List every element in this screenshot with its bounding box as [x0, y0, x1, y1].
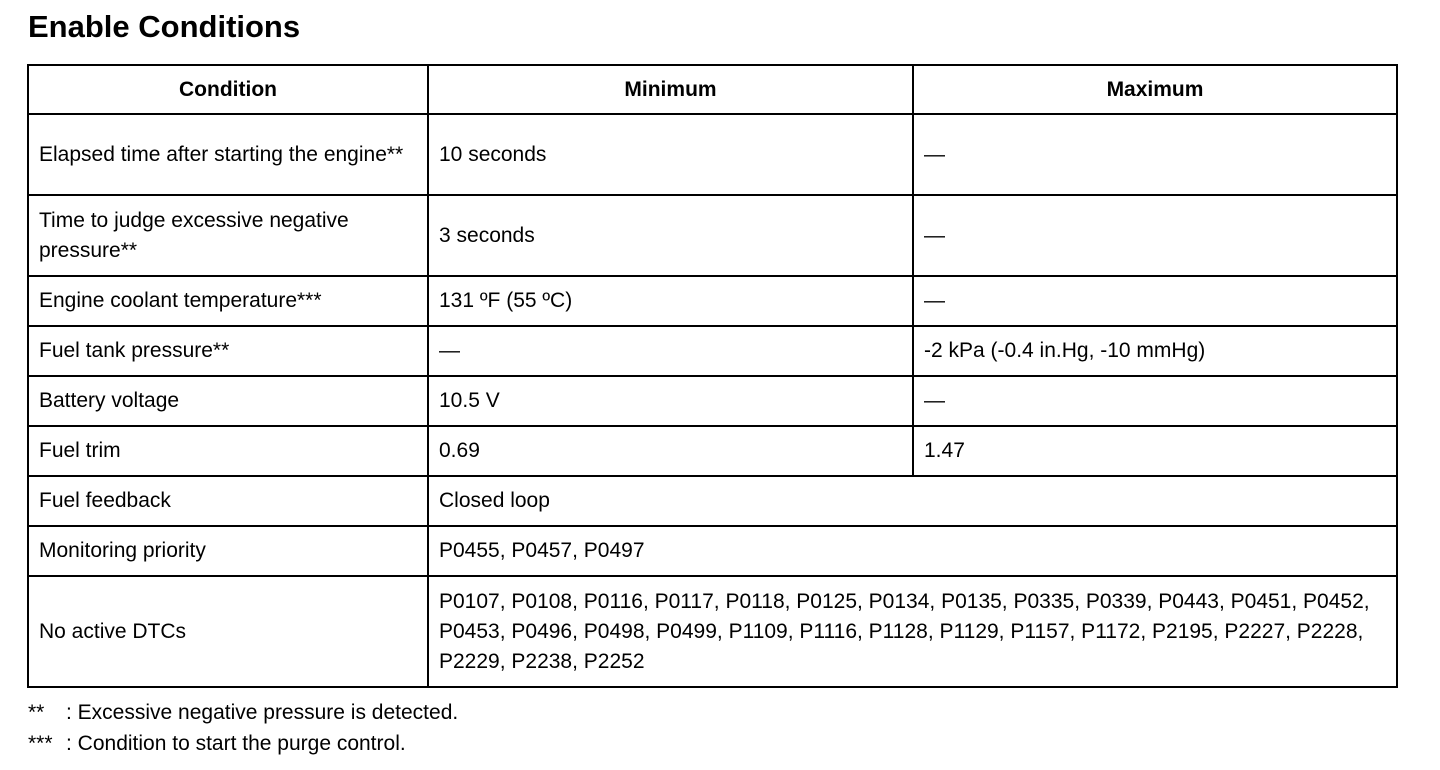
footnote-text: : Condition to start the purge control.	[66, 732, 406, 755]
page-title: Enable Conditions	[28, 9, 301, 44]
column-header-minimum: Minimum	[428, 65, 913, 114]
minimum-cell: 131 ºF (55 ºC)	[428, 276, 913, 326]
condition-cell: Fuel feedback	[28, 476, 428, 526]
condition-cell: Elapsed time after starting the engine**	[28, 114, 428, 195]
table-row	[28, 426, 1397, 476]
footnote-mark: **	[28, 701, 45, 724]
condition-cell: Fuel trim	[28, 426, 428, 476]
footnote	[28, 697, 458, 728]
table-row	[28, 376, 1397, 426]
maximum-cell: —	[913, 276, 1397, 326]
table-row	[28, 526, 1397, 576]
value-cell: P0107, P0108, P0116, P0117, P0118, P0125, P0134, P0135, P0335, P0339, P0443, P0451, P0452, P0453, P0496, P0498, P0499, P1109, P1116, P1128, P1129, P1157, P1172, P2195, P2227, P2228, P2229, P2238, P2252	[428, 576, 1397, 687]
minimum-cell: 3 seconds	[428, 195, 913, 276]
maximum-cell: -2 kPa (-0.4 in.Hg, -10 mmHg)	[913, 326, 1397, 376]
maximum-cell: —	[913, 376, 1397, 426]
table-row	[28, 576, 1397, 687]
maximum-cell: —	[913, 114, 1397, 195]
minimum-cell: —	[428, 326, 913, 376]
enable-conditions-table	[27, 64, 1398, 688]
column-header-maximum: Maximum	[913, 65, 1397, 114]
table-row	[28, 476, 1397, 526]
maximum-cell: 1.47	[913, 426, 1397, 476]
footnote-text: : Excessive negative pressure is detected.	[66, 701, 459, 724]
value-cell: P0455, P0457, P0497	[428, 526, 1397, 576]
table-row	[28, 195, 1397, 276]
table-row	[28, 114, 1397, 195]
maximum-cell: —	[913, 195, 1397, 276]
condition-cell: Monitoring priority	[28, 526, 428, 576]
column-header-condition: Condition	[28, 65, 428, 114]
table-header-row	[28, 65, 1397, 114]
condition-cell: Fuel tank pressure**	[28, 326, 428, 376]
minimum-cell: 0.69	[428, 426, 913, 476]
condition-cell: Battery voltage	[28, 376, 428, 426]
table-row	[28, 276, 1397, 326]
condition-cell: Engine coolant temperature***	[28, 276, 428, 326]
minimum-cell: 10.5 V	[428, 376, 913, 426]
footnotes	[28, 697, 458, 759]
value-cell: Closed loop	[428, 476, 1397, 526]
condition-cell: No active DTCs	[28, 576, 428, 687]
table-row	[28, 326, 1397, 376]
footnote	[28, 728, 458, 759]
condition-cell: Time to judge excessive negative pressure**	[28, 195, 428, 276]
footnote-mark: ***	[28, 732, 53, 755]
minimum-cell: 10 seconds	[428, 114, 913, 195]
